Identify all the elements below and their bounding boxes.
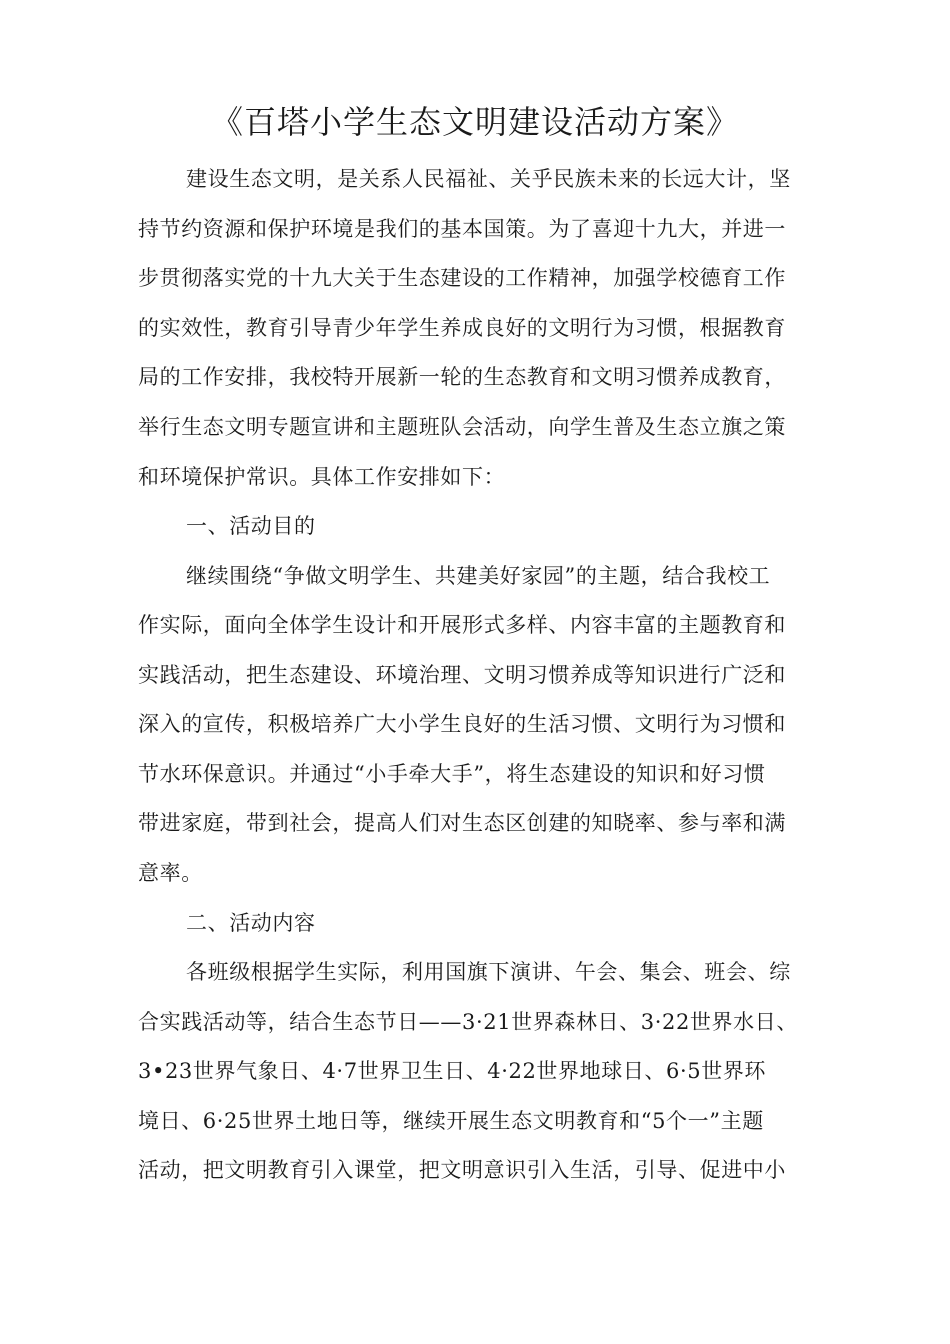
paragraph-line: 境日、6·25世界土地日等，继续开展生态文明教育和“5个一”主题: [138, 1109, 764, 1133]
paragraph-line: 举行生态文明专题宣讲和主题班队会活动，向学生普及生态立旗之策: [138, 415, 786, 439]
section-heading: 二、活动内容: [186, 911, 316, 935]
paragraph-line: 作实际，面向全体学生设计和开展形式多样、内容丰富的主题教育和: [138, 613, 786, 637]
paragraph-line: 深入的宣传，积极培养广大小学生良好的生活习惯、文明行为习惯和: [138, 712, 786, 736]
paragraph-line: 各班级根据学生实际，利用国旗下演讲、午会、集会、班会、综: [186, 960, 791, 984]
paragraph-line: 节水环保意识。并通过“小手牵大手”，将生态建设的知识和好习惯: [138, 762, 766, 786]
paragraph-line: 带进家庭，带到社会，提高人们对生态区创建的知晓率、参与率和满: [138, 811, 786, 835]
paragraph-line: 的实效性，教育引导青少年学生养成良好的文明行为习惯，根据教育: [138, 316, 786, 340]
paragraph-line: 3•23世界气象日、4·7世界卫生日、4·22世界地球日、6·5世界环: [138, 1059, 767, 1083]
paragraph-line: 活动，把文明教育引入课堂，把文明意识引入生活，引导、促进中小: [138, 1158, 786, 1182]
document-title: 《百塔小学生态文明建设活动方案》: [210, 103, 739, 141]
section-heading: 一、活动目的: [186, 514, 316, 538]
paragraph-line: 和环境保护常识。具体工作安排如下：: [138, 465, 506, 489]
paragraph-line: 局的工作安排，我校特开展新一轮的生态教育和文明习惯养成教育，: [138, 365, 786, 389]
paragraph-line: 持节约资源和保护环境是我们的基本国策。为了喜迎十九大，并进一: [138, 217, 786, 241]
paragraph-line: 意率。: [138, 861, 203, 885]
paragraph-line: 继续围绕“争做文明学生、共建美好家园”的主题，结合我校工: [186, 564, 771, 588]
paragraph-line: 建设生态文明，是关系人民福祉、关乎民族未来的长远大计，坚: [186, 167, 791, 191]
paragraph-line: 合实践活动等，结合生态节日——3·21世界森林日、3·22世界水日、: [138, 1010, 798, 1034]
paragraph-line: 实践活动，把生态建设、环境治理、文明习惯养成等知识进行广泛和: [138, 663, 786, 687]
paragraph-line: 步贯彻落实党的十九大关于生态建设的工作精神，加强学校德育工作: [138, 266, 786, 290]
